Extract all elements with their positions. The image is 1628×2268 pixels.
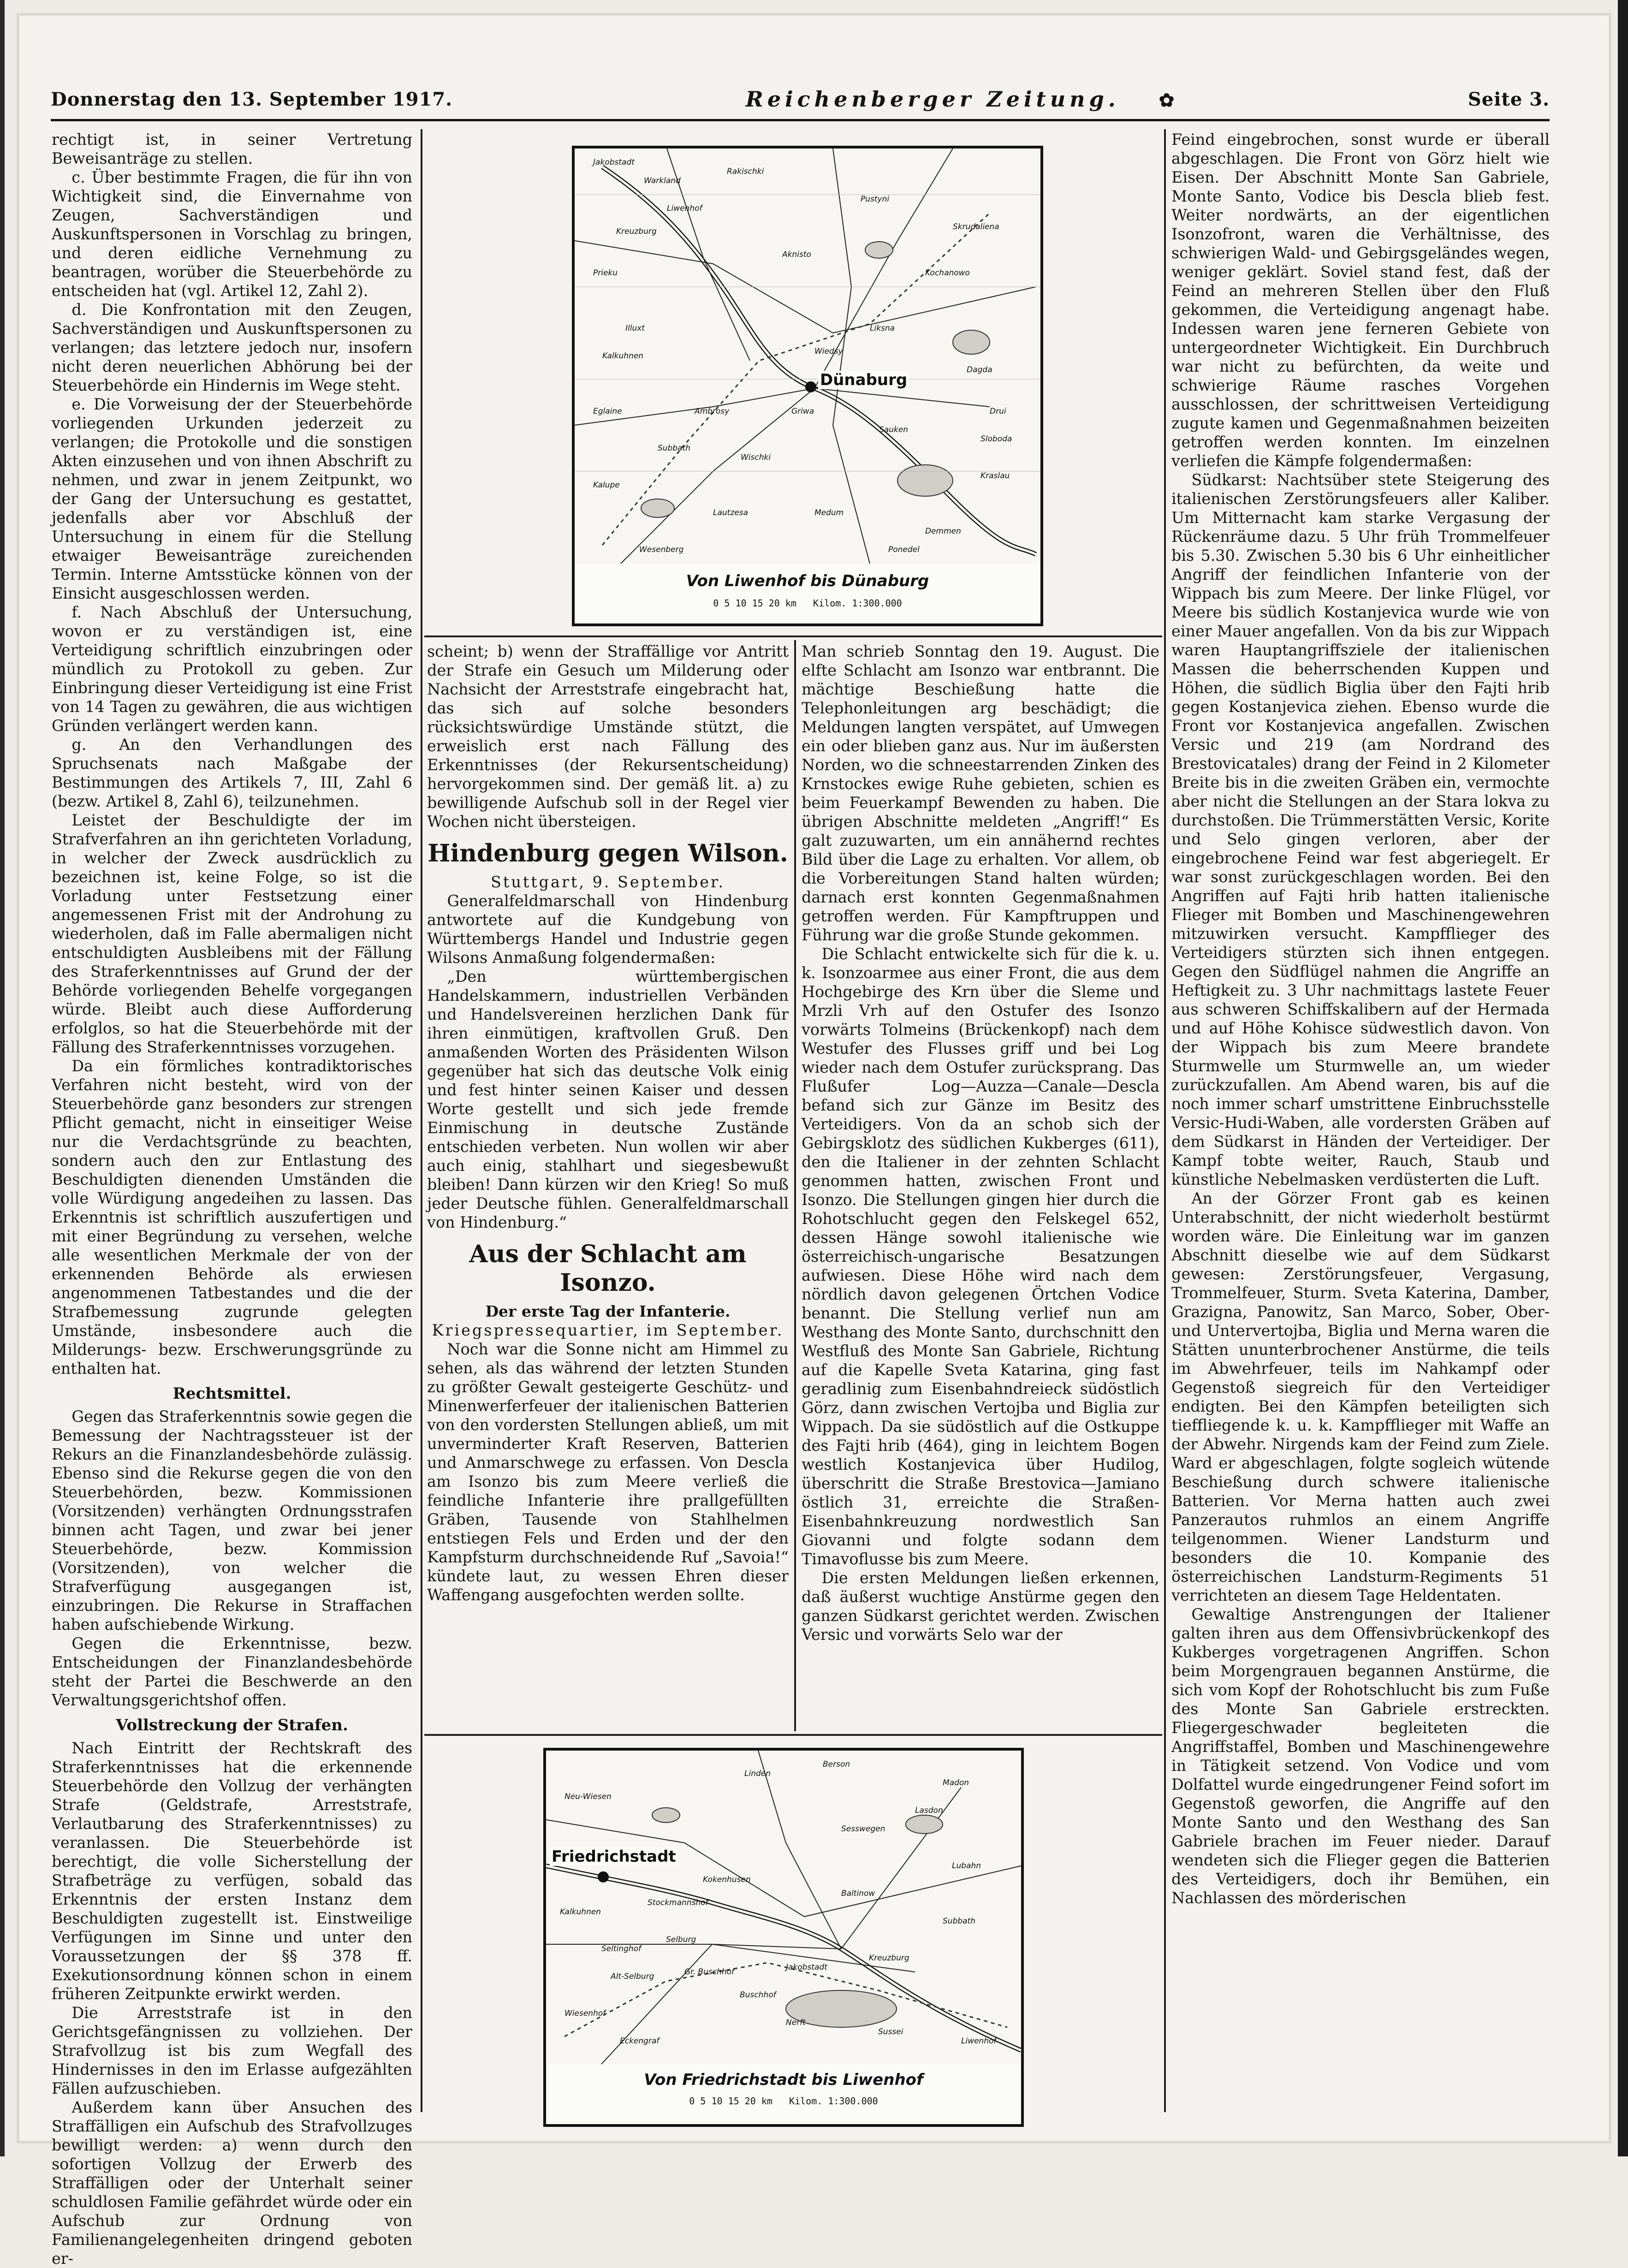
map1-city-label: Dünaburg bbox=[818, 371, 909, 389]
map2-place: Eckengraf bbox=[620, 2036, 660, 2046]
map1-place: Wischki bbox=[741, 453, 771, 462]
paragraph: c. Über bestimmte Fragen, die für ihn von Wichtigkeit sind, die Einvernahme von Zeugen, Sachverständigen und Auskunftspersonen in Vorschlag zu bringen, und deren eidliche Vernehmung zu beantragen, worüber die Steuerbehörde zu entscheiden hat (vgl. Artikel 12, Zahl 2). bbox=[52, 168, 412, 300]
map-liwenhof-dueneburg bbox=[572, 146, 1043, 626]
map1-place: Ambrosy bbox=[695, 407, 730, 416]
map1-place: Ponedel bbox=[888, 545, 920, 554]
map2-terrain bbox=[546, 1751, 1021, 2064]
column-rule-3 bbox=[794, 640, 796, 1731]
map2-place: Sussei bbox=[878, 2027, 903, 2036]
paragraph: d. Die Konfrontation mit den Zeugen, Sachverständigen und Auskunftspersonen zu verlangen; das letztere jedoch nur, insofern nicht deren neuerlichen Abhörung bei der Steuerbehörde ein Hindernis im Wege steht. bbox=[52, 301, 412, 394]
map1-place: Liksna bbox=[870, 324, 895, 333]
map2-place: Madon bbox=[943, 1778, 969, 1787]
map1-scale bbox=[575, 598, 1040, 609]
map2-place: Kalkuhnen bbox=[560, 1907, 601, 1917]
map2-place: Stockmannshof bbox=[648, 1898, 708, 1907]
map1-place: Illuxt bbox=[625, 324, 645, 333]
dateline: Kriegspressequartier, im September. bbox=[432, 1321, 784, 1339]
map1-place: Sauken bbox=[879, 425, 909, 434]
map1-place: Pustyni bbox=[861, 195, 890, 204]
map2-caption: Von Friedrichstadt bis Liwenhof bbox=[644, 2071, 923, 2089]
page-header bbox=[51, 83, 1550, 115]
map2-place: Lasdon bbox=[915, 1806, 943, 1815]
city-marker bbox=[598, 1871, 609, 1882]
section-heading: Rechtsmittel. bbox=[172, 1384, 291, 1403]
ornament-icon: ✿ bbox=[1159, 89, 1175, 111]
map1-place: Kochanowo bbox=[925, 268, 970, 278]
map2-place: Jakobstadt bbox=[786, 1963, 827, 1972]
map1-place: Rakischki bbox=[727, 167, 764, 176]
article-headline: Aus der Schlacht am Isonzo. bbox=[469, 1240, 747, 1297]
header-date: Donnerstag den 13. September 1917. bbox=[51, 88, 453, 110]
paragraph: Noch war die Sonne nicht am Himmel zu sehen, als das während der letzten Stunden zu größter Gewalt gesteigerte Geschütz- und Minenwerferfeuer der italienischen Batterien von den vordersten Stellungen abließ, um mit unverminderter Kraft Reserven, Batterien und Anmarschwege zu erfassen. Von Descla am Isonzo bis zum Meere verließ die feindliche Infanterie ihre prallgefüllten Gräben, Tausende von Stahlhelmen entstiegen Fels und Erden und der den Kampfsturm durchschneidende Ruf „Savoia!“ kündete laut, zu wessen Ehren dieser Waffengang ausgefochten werden sollte. bbox=[427, 1340, 789, 1604]
article-headline: Hindenburg gegen Wilson. bbox=[428, 839, 788, 867]
map2-place: Liwenhof bbox=[961, 2036, 997, 2046]
map2-place: Gr. Buschhof bbox=[684, 1967, 734, 1977]
map1-place: Demmen bbox=[925, 527, 961, 536]
map2-place: Wiesenhof bbox=[564, 2009, 606, 2018]
dateline: Stuttgart, 9. September. bbox=[491, 873, 725, 891]
map2-scale-text: 0 5 10 15 20 km bbox=[689, 2096, 772, 2107]
map1-place: Warkland bbox=[644, 176, 681, 185]
paragraph: An der Görzer Front gab es keinen Unterabschnitt, der nicht wiederholt bestürmt worden wäre. Die Einleitung war im ganzen Abschnitt dieselbe wie auf dem Südkarst gewesen: Zerstörungsfeuer, Vergasung, Trommelfeuer, Sturm. Sveta Katerina, Damber, Grazigna, Panowitz, San Marco, Sober, Ober- und Untervertojba, Biglia und Merna waren die Stätten ununterbrochener Anstürme, die teils im Abwehrfeuer, teils im Nahkampf oder Gegenstoß siegreich für den Verteidiger endigten. Bei den Kämpfen beteiligten sich tieffliegende k. u. k. Kampfflieger mit Waffe an der Abwehr. Nirgends kam der Feind zum Ziele. Ward er abgeschlagen, folgte sogleich wütende Beschießung durch schwere italienische Batterien. Vor Merna hatten auch zwei Panzerautos ruhmlos an einem Angriffe teilgenommen. Wiener Landsturm und besonders die 10. Kompanie des österreichischen Landsturm-Regiments 51 verrichteten an diesem Tage Heldentaten. bbox=[1171, 1189, 1550, 1604]
map1-place: Dagda bbox=[967, 365, 992, 374]
column-3 bbox=[427, 642, 789, 1730]
map2-place: Linden bbox=[744, 1769, 771, 1778]
map2-place: Lubahn bbox=[952, 1861, 981, 1870]
map1-publisher: Kilom. 1:300.000 bbox=[813, 598, 902, 609]
paragraph: Nach Eintritt der Rechtskraft des Straferkenntnisses hat die erkennende Steuerbehörde den Vollzug der verhängten Strafe (Geldstrafe, Arreststrafe, Verlautbarung des Straferkenntnisses) zu veranlassen. Die Steuerbehörde ist berechtigt, die volle Sicherstellung der Strafbeträge zu verfügen, sobald das Erkenntnis der ersten Instanz dem Beschuldigten zugestellt ist. Einstweilige Verfügungen im Sinne und unter den Voraussetzungen der §§ 378 ff. Exekutionsordnung können schon in einem früheren Zeitpunkte erwirkt werden. bbox=[52, 1739, 412, 2003]
column-1 bbox=[52, 130, 412, 2268]
map2-place: Kokenhusen bbox=[703, 1875, 751, 1884]
map1-place: Jakobstadt bbox=[593, 158, 635, 167]
map1-bottom-rule bbox=[424, 635, 1162, 637]
paragraph: scheint; b) wenn der Straffällige vor Antritt der Strafe ein Gesuch um Milderung oder Nachsicht der Arreststrafe eingebracht hat, das sich auf solche besonders rücksichtswürdige Umstände stützt, die erweislich erst nach Fällung des Erkenntnisses (der Rekursentscheidung) hervorgekommen sind. Der gemäß lit. a) zu bewilligende Aufschub soll in der Regel vier Wochen nicht übersteigen. bbox=[427, 642, 789, 831]
map2-place: Neu-Wiesen bbox=[564, 1792, 612, 1801]
paragraph: Gegen die Erkenntnisse, bezw. Entscheidungen der Finanzlandesbehörde steht der Partei die Beschwerde an den Verwaltungsgerichtshof offen. bbox=[52, 1634, 412, 1709]
paragraph: „Den württembergischen Handelskammern, industriellen Verbänden und Handelsvereinen herzlichen Dank für ihren einmütigen, kraftvollen Gruß. Den anmaßenden Worten des Präsidenten Wilson gegenüber hat sich das deutsche Volk einig und fest hinter seinen Kaiser und dessen Worte gestellt und sich jede fremde Einmischung in deutsche Zustände entschieden verbeten. Nun wollen wir aber auch einig, stahlhart und siegesbewußt bleiben! Dann kürzen wir den Krieg! So muß jeder Deutsche fühlen. Generalfeldmarschall von Hindenburg.“ bbox=[427, 968, 789, 1231]
paragraph: f. Nach Abschluß der Untersuchung, wovon er zu verständigen ist, eine Verteidigung schriftlich einzubringen oder mündlich zu Protokoll zu geben. Zur Einbringung dieser Verteidigung ist eine Frist von 14 Tagen zu gewähren, die aus wichtigen Gründen verlängert werden kann. bbox=[52, 603, 412, 735]
map2-place: Baltinow bbox=[841, 1889, 875, 1898]
column-rule-1 bbox=[421, 129, 422, 2112]
paragraph: Südkarst: Nachtsüber stete Steigerung des italienischen Zerstörungsfeuers aller Kaliber. Um Mitternacht kam starke Vergasung der Rückenräume dazu. 5 Uhr früh Trommelfeuer bis 5.30. Zwischen 5.30 bis 6 Uhr einheitlicher Angriff der feindlichen Infanterie von der Wippach bis zum Meere. Der linke Flügel, vor Meere bis südlich Kostanjevica wurde wie von einer Mauer angefallen. Von da bis zur Wippach waren Hauptangriffsziele der italienischen Massen die beherrschenden Kuppen und Höhen, die südlich Biglia über den Fajti hrib gegen Kostanjevica ziehen. Ebenso wurde die Front vor Kostanjevica angefallen. Zwischen Versic und 219 (am Nordrand des Brestovicatales) drang der Feind in 2 Kilometer Breite bis in die zweiten Gräben ein, vermochte aber nicht die Stellungen an der Stara lokva zu durchstoßen. Die Trümmerstätten Versic, Korite und Selo gingen verloren, aber der eingebrochene Feind war fest abgeriegelt. Er war sonst zurückgeschlagen worden. Bei den Angriffen auf Fajti hrib hatten italienische Flieger mit Bomben und Maschinengewehren mitzuwirken versucht. Kampfflieger des Verteidigers stürzten sich ihnen entgegen. Gegen den Südflügel nahmen die Angriffe an Heftigkeit zu. 3 Uhr nachmittags lastete Feuer aus schweren Schiffskalibern auf der Hermada und auf Höhe Kohisce südwestlich davon. Von der Wippach bis zum Meere brandete Sturmwelle um Sturmwelle an, um wieder zurückzufallen. Am Abend waren, bis auf die noch immer scharf umstrittene Einbruchsstelle Versic-Hudi-Waben, alle vordersten Gräben auf dem Südkarst in Händen der Verteidiger. Der Kampf tobte weiter, Rauch, Staub und künstliche Nebelmasken verdüsterten die Luft. bbox=[1171, 471, 1550, 1188]
map1-place: Eglaine bbox=[593, 407, 622, 416]
paragraph: Gewaltige Anstrengungen der Italiener galten ihren aus dem Offensivbrückenkopf des Kukberges vorgetragenen Angriffen. Schon beim Morgengrauen begannen Anstürme, die sich vom Kopf der Rohotschlucht bis zum Fuße des Monte San Gabriele erstreckten. Fliegergeschwader begleiteten die Angriffstaffel, Bomben und Maschinengewehre in Tätigkeit setzend. Von Vodice und vom Dolfattel wurde eingedrungener Feind sofort im Gegenstoß geworfen, die Angriffe auf den Monte Santo und den Westhang des San Gabriele brachen im Feuer nieder. Darauf wendeten sich die Flieger gegen die Batterien des Verteidigers, doch ihr Bemühen, ein Nachlassen des mörderischen bbox=[1171, 1605, 1550, 1907]
map2-place: Berson bbox=[823, 1760, 850, 1769]
map2-place: Selburg bbox=[666, 1935, 696, 1944]
scan-edge-right bbox=[1618, 0, 1628, 2156]
map1-place: Aknisto bbox=[782, 250, 811, 259]
map2-place: Kreuzburg bbox=[869, 1953, 909, 1963]
paragraph: Feind eingebrochen, sonst wurde er überall abgeschlagen. Die Front von Görz hielt wie Eisen. Der Abschnitt Monte San Gabriele, Monte Santo, Vodice bis Descla blieb fest. Weiter nordwärts, an der eigentlichen Isonzofront, waren die Verhältnisse, des schwierigen Wald- und Gebirgsgeländes wegen, weniger geklärt. Soviel stand fest, daß der Feind an mehreren Stellen über den Fluß gekommen, die Verteidigung angenagt habe. Indessen waren jene ferneren Gebiete von untergeordneter Wichtigkeit. Ein Durchbruch war nicht zu befürchten, da weite und schwierige Räume rasches Vorgehen ausschlossen, der schrittweisen Verteidigung zugute kamen und Gegenmaßnahmen beizeiten getroffen werden konnten. Im einzelnen verliefen die Kämpfe folgendermaßen: bbox=[1171, 131, 1550, 470]
masthead: Reichenberger Zeitung. bbox=[745, 87, 1120, 112]
paragraph: Die Arreststrafe ist in den Gerichtsgefängnissen zu vollziehen. Der Strafvollzug ist bis zum Wegfall des Hindernisses in den im Erlasse aufgezählten Fällen aufzuschieben. bbox=[52, 2004, 412, 2097]
city-marker bbox=[805, 381, 816, 392]
paragraph: Die ersten Meldungen ließen erkennen, daß äußerst wuchtige Anstürme gegen den ganzen Südkarst gerichtet werden. Zwischen Versic und vorwärts Selo war der bbox=[802, 1569, 1159, 1644]
paragraph: Man schrieb Sonntag den 19. August. Die elfte Schlacht am Isonzo war entbrannt. Die mächtige Beschießung hatte die Telephonleitungen arg beschädigt; die Meldungen langten verspätet, auf Umwegen ein oder blieben ganz aus. Nur im äußersten Norden, wo die schneestarrenden Zinken des Krnstockes ewige Ruhe gebieten, schien es beim Feuerkampf Bewenden zu haben. Die übrigen Abschnitte meldeten „Angriff!“ Es galt zuzuwarten, um ein annähernd rechtes Bild über die Lage zu erhalten. Vor allem, ob die Vorbereitungen Stand halten würden; darnach erst konnten Gegenmaßnahmen getroffen werden. Für Kampftruppen und Führung war die große Stunde gekommen. bbox=[802, 642, 1159, 944]
map1-place: Drui bbox=[990, 407, 1006, 416]
map1-place: Wesenberg bbox=[639, 545, 684, 554]
map1-place: Wiedsy bbox=[814, 347, 843, 356]
map1-scale-text: 0 5 10 15 20 km bbox=[713, 598, 796, 609]
map-friedrichstadt-liwenhof bbox=[543, 1748, 1024, 2127]
page-number: Seite 3. bbox=[1468, 88, 1550, 110]
map1-caption: Von Liwenhof bis Dünaburg bbox=[686, 572, 929, 590]
map1-place: Kreuzburg bbox=[616, 227, 657, 236]
paragraph: Die Schlacht entwickelte sich für die k. u. k. Isonzoarmee aus einer Front, die aus dem Hochgebirge des Krn über die Sleme und Mrzli Vrh auf den Ostufer des Isonzo vorwärts Tolmeins (Brückenkopf) nach dem Westufer des Flusses griff und bei Log wieder nach dem Ostufer zurücksprang. Das Flußufer Log—Auzza—Canale—Descla befand sich zur Gänze im Besitz des Verteidigers. Von da an schob sich der Gebirgsklotz des südlichen Kukberges (611), den die Italiener in der zehnten Schlacht genommen hatten, zwischen Front und Isonzo. Die Stellungen gingen hier durch die Rohotschlucht gegen den Felskegel 652, dessen Hänge sowohl italienische wie österreichisch-ungarische Besatzungen aufwiesen. Diese Höhe wird nach dem nördlich davon gelegenen Örtchen Vodice benannt. Die Stellung verlief nun am Westhang des Monte Santo, durchschnitt den Westfluß des Monte San Gabriele, Richtung auf die Kapelle Sveta Katarina, ging fast geradlinig zum Eisenbahndreieck südöstlich Görz, dann zwischen Vertojba und Biglia zur Wippach. Da sie südöstlich auf die Ostkuppe des Fajti hrib (464), ging in leichtem Bogen westlich Kostanjevica über Hudilog, überschritt die Straße Brestovica—Jamiano östlich 31, erreichte die Straßen-Eisenbahnkreuzung nordwestlich San Giovanni und folgte sodann dem Timavoflusse bis zum Meere. bbox=[802, 945, 1159, 1568]
map2-place: Sesswegen bbox=[841, 1824, 885, 1834]
article-kicker: Der erste Tag der Infanterie. bbox=[485, 1302, 731, 1320]
map1-place: Kalkuhnen bbox=[602, 351, 644, 361]
paragraph: e. Die Vorweisung der der Steuerbehörde vorliegenden Urkunden jederzeit zu verlangen; die Protokolle und die sonstigen Akten einzusehen und von ihnen Abschrift zu nehmen, und zwar in jenem Zeitpunkt, wo der Gang der Untersuchung es gestattet, jedenfalls aber vor Abschluß der Untersuchung in einem für die Stellung etwaiger Beweisanträge zureichenden Termin. Interne Amtsstücke können von der Einsicht ausgeschlossen werden. bbox=[52, 395, 412, 602]
map1-place: Kalupe bbox=[593, 481, 620, 490]
paragraph: g. An den Verhandlungen des Spruchsenats nach Maßgabe der Bestimmungen des Artikels 7, III, Zahl 6 (bezw. Artikel 8, Zahl 6), teilzunehmen. bbox=[52, 736, 412, 810]
map1-place: Lautzesa bbox=[713, 508, 748, 517]
map1-place: Sloboda bbox=[980, 434, 1012, 444]
map2-place: Alt-Selburg bbox=[611, 1972, 654, 1981]
column-rule-2 bbox=[1164, 129, 1166, 2112]
scan-edge-left bbox=[0, 0, 5, 2156]
paragraph: Gegen das Straferkenntnis sowie gegen die Bemessung der Nachtragssteuer ist der Rekurs an die Finanzlandesbehörde zulässig. Ebenso sind die Rekurse gegen die von den Steuerbehörden, bezw. Kommissionen (Vorsitzenden) verhängten Ordnungsstrafen binnen acht Tagen, und zwar bei jener Steuerbehörde, bezw. Kommission (Vorsitzenden), von welcher die Strafverfügung ausgegangen ist, einzubringen. Die Rekurse in Straffachen haben aufschiebende Wirkung. bbox=[52, 1407, 412, 1633]
paragraph: rechtigt ist, in seiner Vertretung Beweisanträge zu stellen. bbox=[52, 131, 412, 167]
map2-top-rule bbox=[424, 1734, 1162, 1736]
map1-terrain bbox=[575, 148, 1040, 564]
map2-scale bbox=[546, 2096, 1021, 2107]
map1-place: Liwenhof bbox=[667, 204, 702, 213]
paragraph: Außerdem kann über Ansuchen des Straffälligen ein Aufschub des Strafvollzuges bewilligt werden: a) wenn durch den sofortigen Vollzug der Erwerb des Straffälligen oder der Unterhalt seiner schuldlosen Familie gefährdet würde oder ein Aufschub zur Ordnung von Familienangelegenheiten dringend geboten er- bbox=[52, 2098, 412, 2268]
map1-place: Griwa bbox=[791, 407, 814, 416]
map1-place: Prieku bbox=[593, 268, 618, 278]
column-5 bbox=[1171, 130, 1550, 2113]
column-4 bbox=[802, 642, 1159, 1730]
map2-place: Subbath bbox=[943, 1917, 976, 1926]
paragraph: Da ein förmliches kontradiktorisches Verfahren nicht besteht, wird von der Steuerbehörde ganz besonders zur strengen Pflicht gemacht, nicht in einseitiger Weise nur die Verdachtsgründe zu beachten, sondern auch den zur Entlastung des Beschuldigten dienenden Umständen die volle Würdigung angedeihen zu lassen. Das Erkenntnis ist schriftlich auszufertigen und mit einer Begründung zu versehen, welche alle wesentlichen Merkmale der von der erkennenden Behörde als erwiesen angenommenen Tatbestandes und die der Strafbemessung zugrunde gelegten Umstände, insbesondere auch die Milderungs- bezw. Erschwerungsgründe zu enthalten hat. bbox=[52, 1057, 412, 1377]
map1-place: Kraslau bbox=[980, 471, 1010, 481]
paragraph: Generalfeldmarschall von Hindenburg antwortete auf die Kundgebung von Württembergs Handel und Industrie gegen Wilsons Anmaßung folgendermaßen: bbox=[427, 892, 789, 967]
map1-place: Medum bbox=[814, 508, 844, 517]
map2-place: Nerft bbox=[786, 2018, 806, 2027]
map2-place: Buschhof bbox=[740, 1990, 776, 2000]
header-rule bbox=[51, 119, 1550, 121]
map2-publisher: Kilom. 1:300.000 bbox=[789, 2096, 878, 2107]
map2-place: Seltinghof bbox=[601, 1944, 642, 1953]
map2-city-label: Friedrichstadt bbox=[550, 1847, 678, 1866]
map1-place: Subbath bbox=[658, 444, 691, 453]
section-heading: Vollstreckung der Strafen. bbox=[116, 1716, 348, 1734]
paragraph: Leistet der Beschuldigte der im Strafverfahren an ihn gerichteten Vorladung, in welcher der Zweck ausdrücklich zu bezeichnen ist, keine Folge, so ist die Vorladung unter Festsetzung einer angemessenen Frist mit der Androhung zu wiederholen, daß im Falle abermaligen nicht entschuldigten Ausbleibens mit der Fällung des Straferkenntnisses auf Grund der der Behörde vorliegenden Behelfe vorgegangen würde. Bleibt auch diese Aufforderung erfolglos, so hat die Steuerbehörde mit der Fällung des Straferkenntnisses vorzugehen. bbox=[52, 811, 412, 1056]
map1-place: Skrudaliena bbox=[953, 222, 999, 232]
